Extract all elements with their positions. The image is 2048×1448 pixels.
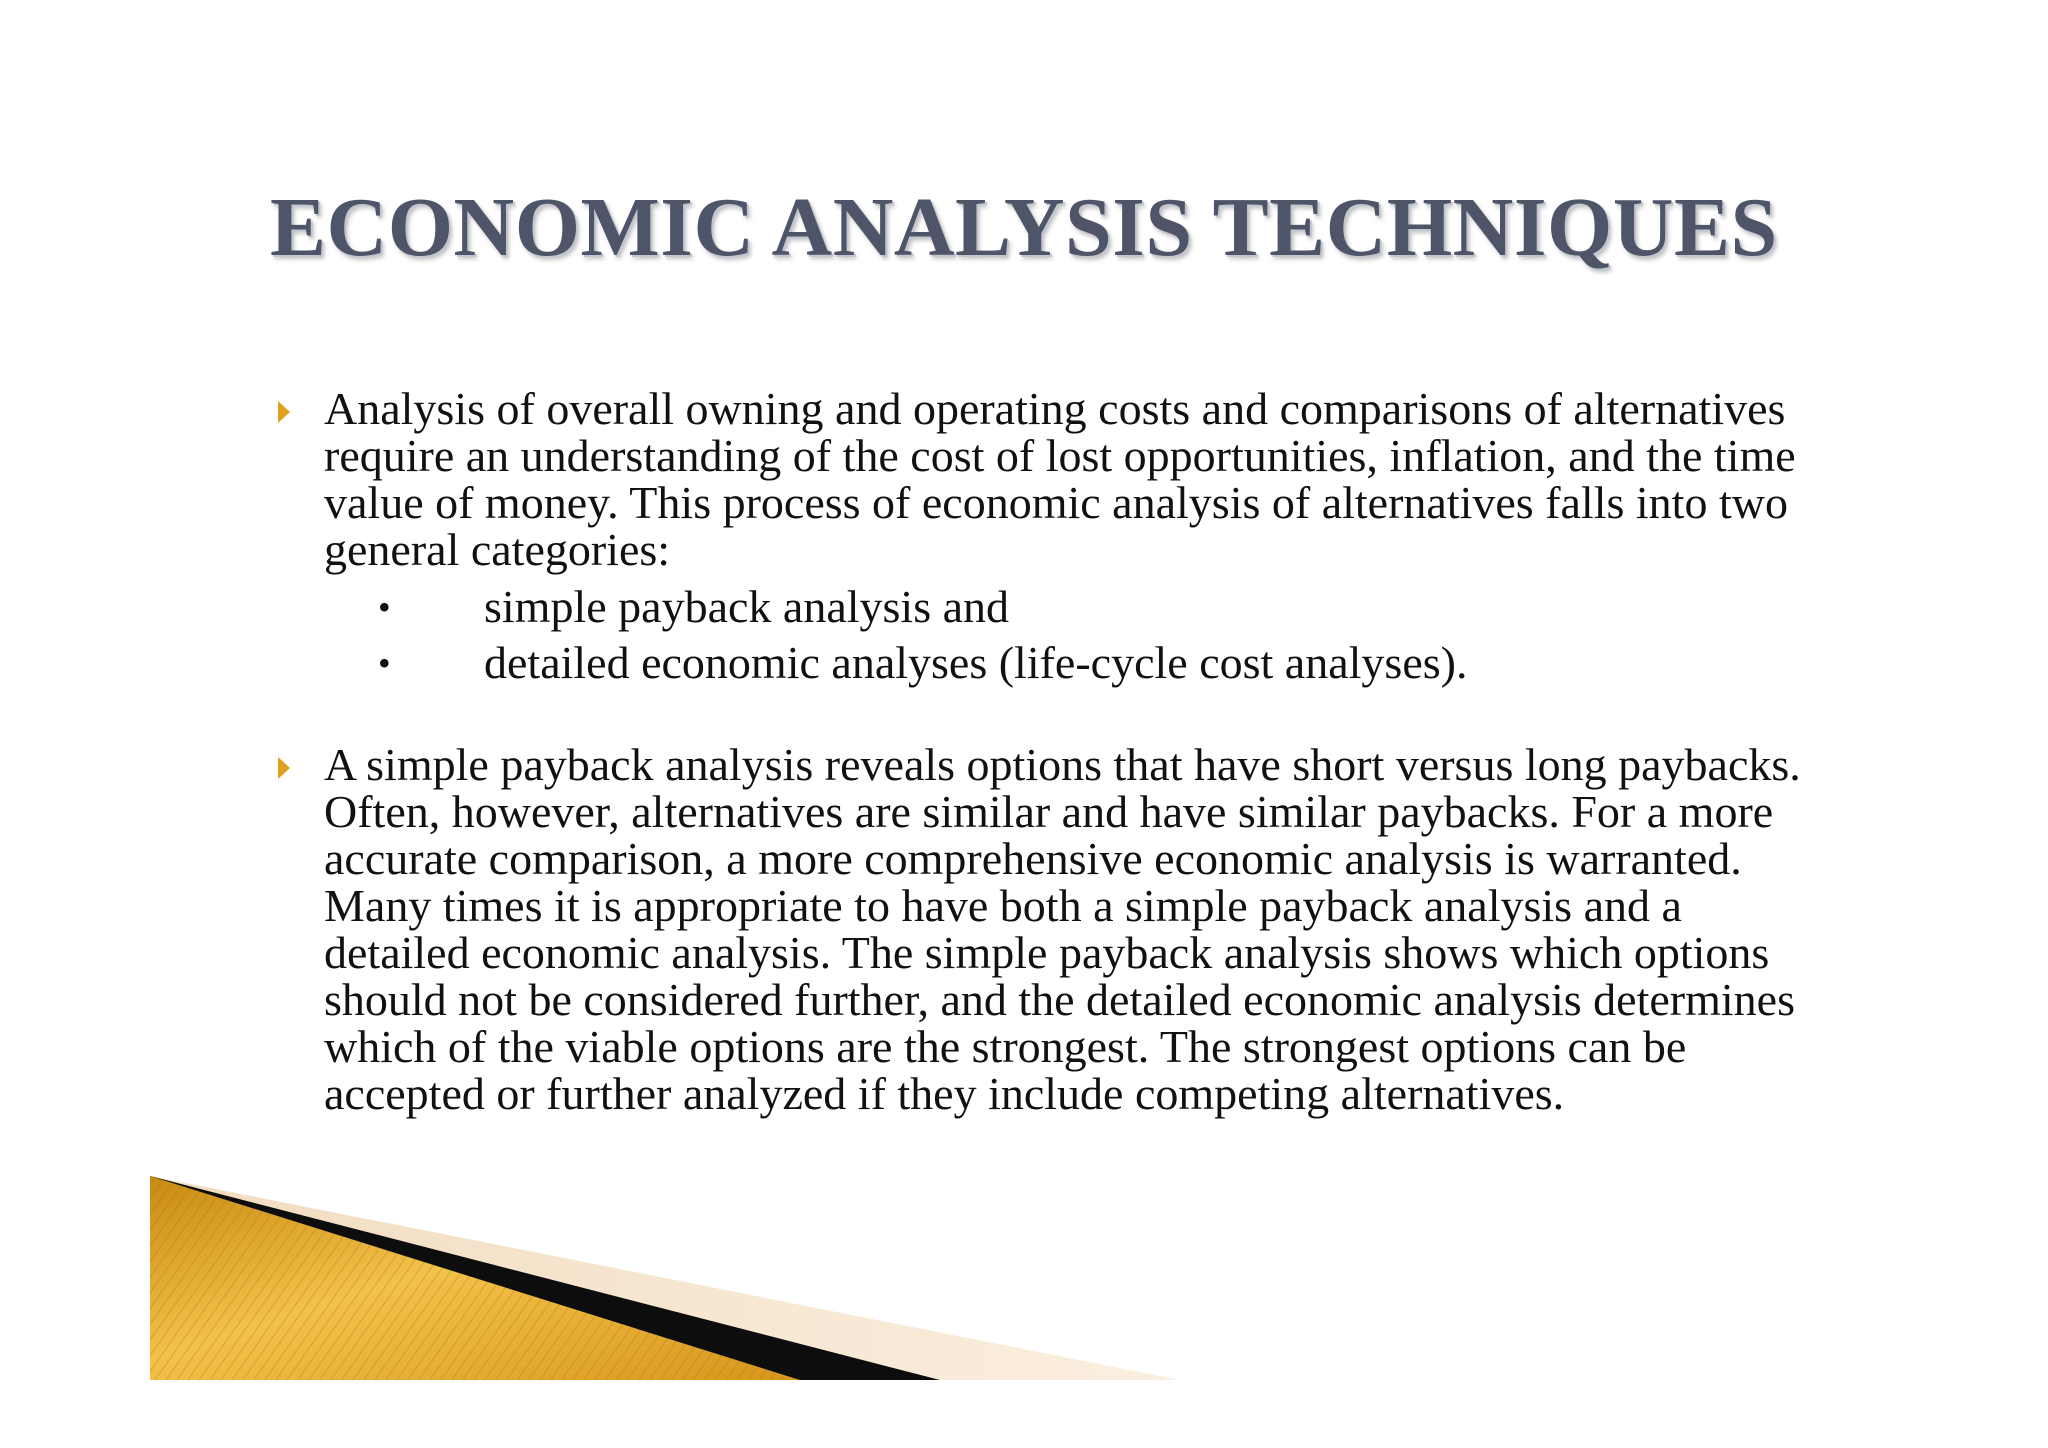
list-item [378, 579, 1810, 635]
slide-title: ECONOMIC ANALYSIS TECHNIQUES [270, 181, 1778, 274]
dot-icon: • [378, 587, 391, 627]
triangle-right-icon [278, 401, 290, 423]
black-band [150, 1176, 940, 1380]
paragraph-1-text: Analysis of overall owning and operating costs and comparisons of alternatives require an understanding of the cost of lost opportunities, inflation, and the time value of money. This process of economic analysis of alternatives falls into two general categories: [324, 383, 1796, 575]
list-item-text: detailed economic analyses (life-cycle cost analyses). [484, 637, 1468, 688]
cream-band [150, 1176, 1180, 1380]
slide-body [270, 385, 1810, 1117]
list-item-text: simple payback analysis and [484, 581, 1010, 632]
paragraph-2 [270, 741, 1810, 1117]
paragraph-1 [270, 385, 1810, 691]
dot-icon: • [378, 643, 391, 683]
paragraph-2-text: A simple payback analysis reveals options that have short versus long paybacks. Often, however, alternatives are similar and have similar paybacks. For a more accurate comparison, a more comprehensive economic analysis is warranted. Many times it is appropriate to have both a simple payback analysis and a detailed economic analysis. The simple payback analysis shows which options should not be considered further, and the detailed economic analysis determines which of the viable options are the strongest. The strongest options can be accepted or further analyzed if they include competing alternatives. [324, 739, 1801, 1119]
categories-list [324, 579, 1810, 691]
list-item [378, 635, 1810, 691]
triangle-right-icon [278, 757, 290, 779]
gold-band [150, 1176, 800, 1380]
gold-stripes [150, 1176, 800, 1380]
